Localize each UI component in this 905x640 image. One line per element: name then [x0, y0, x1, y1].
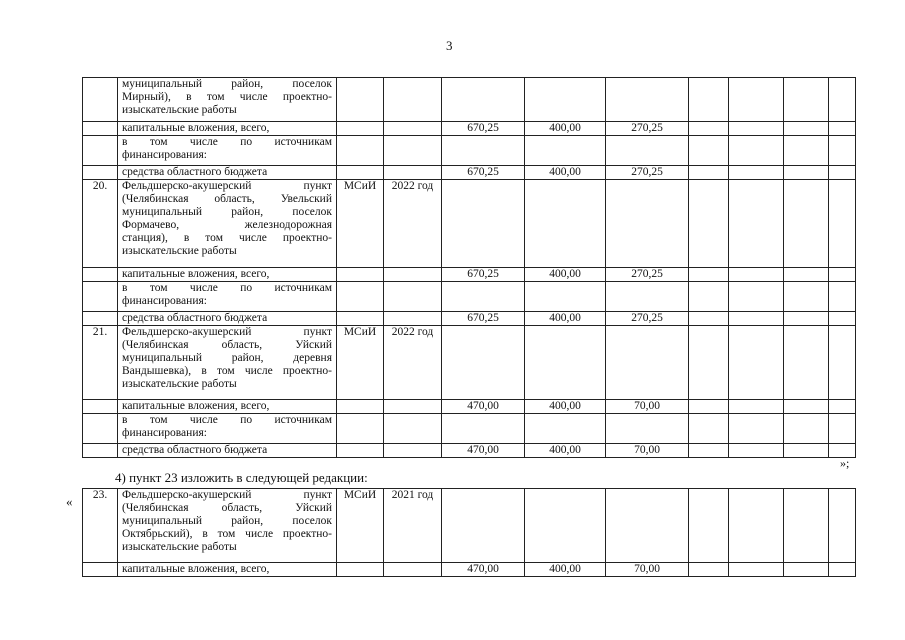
responsible-organization [337, 400, 384, 414]
description-line: изыскательские работы [122, 245, 237, 257]
empty-cell [689, 444, 729, 458]
empty-cell [729, 268, 784, 282]
item-number [83, 122, 118, 136]
empty-cell [829, 282, 856, 312]
empty-cell [784, 326, 829, 400]
empty-cell [729, 414, 784, 444]
empty-cell [689, 166, 729, 180]
amount-col-3 [606, 136, 689, 166]
responsible-organization [337, 122, 384, 136]
empty-cell [689, 78, 729, 122]
empty-cell [784, 400, 829, 414]
implementation-year [384, 268, 442, 282]
responsible-organization [337, 312, 384, 326]
responsible-organization: МСиИ [337, 326, 384, 400]
empty-cell [729, 444, 784, 458]
item-description [118, 444, 337, 458]
table-row [83, 166, 856, 180]
empty-cell [729, 326, 784, 400]
amount-col-3 [606, 78, 689, 122]
empty-cell [689, 400, 729, 414]
amended-item-table [82, 488, 856, 577]
table-row [83, 326, 856, 400]
responsible-organization: МСиИ [337, 489, 384, 563]
empty-cell [689, 122, 729, 136]
item-number [83, 444, 118, 458]
amount-col-2: 400,00 [525, 312, 606, 326]
responsible-organization [337, 563, 384, 577]
item-description [118, 400, 337, 414]
total-amount [442, 282, 525, 312]
description-line: муниципальный район, поселок [122, 206, 332, 218]
empty-cell [829, 563, 856, 577]
item-number [83, 312, 118, 326]
amount-col-2: 400,00 [525, 400, 606, 414]
table-row [83, 563, 856, 577]
empty-cell [689, 282, 729, 312]
description-line: капитальные вложения, всего, [122, 122, 270, 134]
empty-cell [784, 489, 829, 563]
amount-col-2: 400,00 [525, 268, 606, 282]
table-row [83, 312, 856, 326]
table-row [83, 444, 856, 458]
item-number [83, 282, 118, 312]
amount-col-2: 400,00 [525, 444, 606, 458]
table-row [83, 78, 856, 122]
item-description [118, 180, 337, 268]
description-line: изыскательские работы [122, 378, 237, 390]
empty-cell [729, 312, 784, 326]
total-amount: 670,25 [442, 166, 525, 180]
empty-cell [784, 78, 829, 122]
description-line: Фельдшерско-акушерский пункт [122, 489, 332, 501]
table-row [83, 180, 856, 268]
description-line: финансирования: [122, 427, 207, 439]
amount-col-2 [525, 414, 606, 444]
implementation-year: 2021 год [384, 489, 442, 563]
amount-col-3: 70,00 [606, 563, 689, 577]
empty-cell [829, 414, 856, 444]
empty-cell [689, 414, 729, 444]
responsible-organization [337, 444, 384, 458]
total-amount: 470,00 [442, 400, 525, 414]
investment-table [82, 77, 856, 458]
amount-col-3: 70,00 [606, 444, 689, 458]
responsible-organization [337, 268, 384, 282]
description-line: финансирования: [122, 295, 207, 307]
total-amount [442, 78, 525, 122]
closing-quote-mark: »; [840, 456, 850, 470]
description-line: в том числе по источникам [122, 282, 332, 294]
description-line: Октябрьский), в том числе проектно- [122, 528, 332, 540]
item-number: 20. [83, 180, 118, 268]
description-line: станция), в том числе проектно- [122, 232, 332, 244]
description-line: изыскательские работы [122, 104, 237, 116]
empty-cell [829, 136, 856, 166]
empty-cell [729, 180, 784, 268]
empty-cell [729, 282, 784, 312]
empty-cell [689, 180, 729, 268]
responsible-organization: МСиИ [337, 180, 384, 268]
amount-col-2 [525, 282, 606, 312]
empty-cell [784, 122, 829, 136]
item-number [83, 414, 118, 444]
item-number [83, 268, 118, 282]
item-number [83, 136, 118, 166]
amendment-instruction: 4) пункт 23 изложить в следующей редакции: [115, 470, 368, 485]
page-number: 3 [446, 38, 453, 53]
description-line: (Челябинская область, Уйский [122, 502, 332, 514]
empty-cell [829, 268, 856, 282]
description-line: средства областного бюджета [122, 444, 268, 456]
amount-col-3: 270,25 [606, 166, 689, 180]
implementation-year [384, 312, 442, 326]
total-amount: 670,25 [442, 312, 525, 326]
description-line: в том числе по источникам [122, 414, 332, 426]
table-row [83, 400, 856, 414]
empty-cell [729, 400, 784, 414]
empty-cell [784, 166, 829, 180]
opening-quote-mark: « [66, 494, 73, 509]
description-line: Фельдшерско-акушерский пункт [122, 326, 332, 338]
amount-col-3 [606, 414, 689, 444]
description-line: капитальные вложения, всего, [122, 268, 270, 280]
amount-col-2 [525, 180, 606, 268]
responsible-organization [337, 414, 384, 444]
item-number: 21. [83, 326, 118, 400]
description-line: муниципальный район, поселок [122, 515, 332, 527]
empty-cell [829, 400, 856, 414]
empty-cell [829, 78, 856, 122]
description-line: средства областного бюджета [122, 166, 268, 178]
total-amount: 670,25 [442, 268, 525, 282]
table-row [83, 282, 856, 312]
total-amount: 470,00 [442, 563, 525, 577]
empty-cell [689, 136, 729, 166]
amount-col-3 [606, 326, 689, 400]
description-line: Вандышевка), в том числе проектно- [122, 365, 332, 377]
empty-cell [689, 312, 729, 326]
empty-cell [729, 136, 784, 166]
empty-cell [689, 489, 729, 563]
empty-cell [784, 282, 829, 312]
empty-cell [829, 180, 856, 268]
table-row [83, 414, 856, 444]
description-line: (Челябинская область, Уйский [122, 339, 332, 351]
implementation-year: 2022 год [384, 180, 442, 268]
item-number [83, 400, 118, 414]
empty-cell [689, 268, 729, 282]
amount-col-2: 400,00 [525, 563, 606, 577]
description-line: (Челябинская область, Увельский [122, 193, 332, 205]
empty-cell [729, 122, 784, 136]
total-amount [442, 414, 525, 444]
empty-cell [829, 326, 856, 400]
description-line: средства областного бюджета [122, 312, 268, 324]
empty-cell [784, 444, 829, 458]
item-description [118, 166, 337, 180]
total-amount [442, 326, 525, 400]
item-number: 23. [83, 489, 118, 563]
empty-cell [829, 312, 856, 326]
item-number [83, 78, 118, 122]
amount-col-3 [606, 282, 689, 312]
empty-cell [689, 563, 729, 577]
description-line: финансирования: [122, 149, 207, 161]
amount-col-3: 270,25 [606, 268, 689, 282]
amount-col-3: 70,00 [606, 400, 689, 414]
description-line: Фельдшерско-акушерский пункт [122, 180, 332, 192]
total-amount [442, 180, 525, 268]
description-line: капитальные вложения, всего, [122, 400, 270, 412]
table-row [83, 268, 856, 282]
item-number [83, 563, 118, 577]
empty-cell [689, 326, 729, 400]
description-line: изыскательские работы [122, 541, 237, 553]
description-line: в том числе по источникам [122, 136, 332, 148]
empty-cell [729, 563, 784, 577]
implementation-year [384, 414, 442, 444]
empty-cell [729, 166, 784, 180]
amount-col-2 [525, 78, 606, 122]
total-amount [442, 489, 525, 563]
empty-cell [784, 268, 829, 282]
table-row [83, 122, 856, 136]
description-line: муниципальный район, поселок [122, 78, 332, 90]
description-line: муниципальный район, деревня [122, 352, 332, 364]
implementation-year [384, 444, 442, 458]
item-description [118, 414, 337, 444]
empty-cell [829, 122, 856, 136]
item-number [83, 166, 118, 180]
item-description [118, 122, 337, 136]
amount-col-2 [525, 489, 606, 563]
implementation-year [384, 282, 442, 312]
responsible-organization [337, 282, 384, 312]
description-line: Мирный), в том числе проектно- [122, 91, 332, 103]
total-amount: 670,25 [442, 122, 525, 136]
amount-col-2: 400,00 [525, 166, 606, 180]
amount-col-3 [606, 489, 689, 563]
description-line: капитальные вложения, всего, [122, 563, 270, 575]
implementation-year [384, 122, 442, 136]
empty-cell [729, 78, 784, 122]
item-description [118, 136, 337, 166]
item-description [118, 312, 337, 326]
implementation-year [384, 400, 442, 414]
item-description [118, 326, 337, 400]
implementation-year [384, 136, 442, 166]
amount-col-2: 400,00 [525, 122, 606, 136]
empty-cell [784, 180, 829, 268]
item-description [118, 268, 337, 282]
amount-col-2 [525, 136, 606, 166]
implementation-year [384, 166, 442, 180]
item-description [118, 563, 337, 577]
total-amount: 470,00 [442, 444, 525, 458]
amount-col-3: 270,25 [606, 122, 689, 136]
empty-cell [829, 489, 856, 563]
empty-cell [829, 166, 856, 180]
responsible-organization [337, 136, 384, 166]
responsible-organization [337, 78, 384, 122]
empty-cell [784, 563, 829, 577]
amount-col-3: 270,25 [606, 312, 689, 326]
implementation-year [384, 78, 442, 122]
implementation-year [384, 563, 442, 577]
empty-cell [784, 136, 829, 166]
item-description [118, 282, 337, 312]
empty-cell [729, 489, 784, 563]
table-row [83, 489, 856, 563]
total-amount [442, 136, 525, 166]
item-description [118, 78, 337, 122]
implementation-year: 2022 год [384, 326, 442, 400]
amount-col-3 [606, 180, 689, 268]
amount-col-2 [525, 326, 606, 400]
responsible-organization [337, 166, 384, 180]
description-line: Формачево, железнодорожная [122, 219, 332, 231]
empty-cell [784, 312, 829, 326]
item-description [118, 489, 337, 563]
table-row [83, 136, 856, 166]
empty-cell [784, 414, 829, 444]
